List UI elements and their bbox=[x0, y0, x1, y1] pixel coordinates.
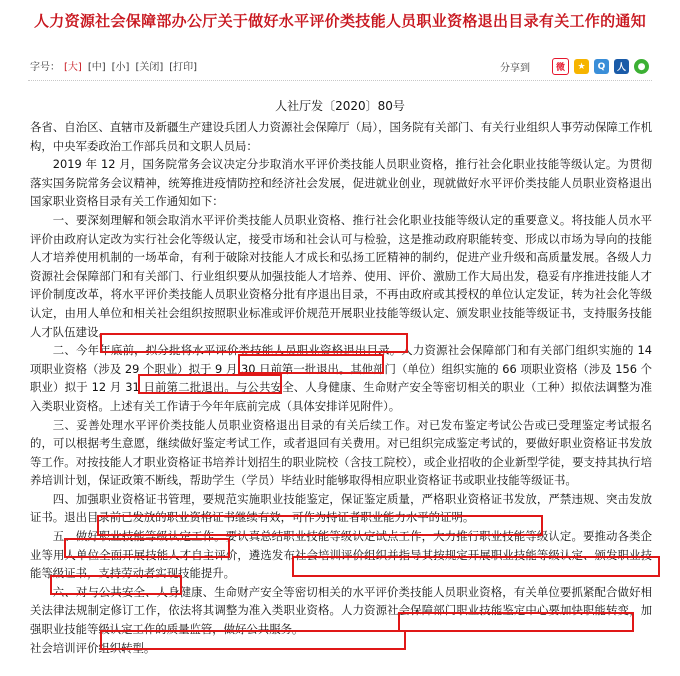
page-title: 人力资源社会保障部办公厅关于做好水平评价类技能人员职业资格退出目录有关工作的通知 bbox=[33, 12, 646, 30]
section-5-paragraph: 五、做好职业技能等级认定工作。要认真总结职业技能等级认定试点工作，大力推行职业技能等级认定。要推动各类企业等用人单位全面开展技能人才自主评价，遴选发布社会培训评价组织并指导其按规定开展职业技能等级认定、颁发职业技能等级证书，支持劳动者实现技能提升。 bbox=[30, 529, 652, 581]
divider bbox=[28, 80, 652, 81]
close-link[interactable]: [关闭] bbox=[135, 62, 164, 73]
intro-paragraph: 2019 年 12 月，国务院常务会议决定分步取消水平评价类技能人员职业资格，推行社会化职业技能等级认定。为贯彻落实国务院常务会议精神，统筹推进疫情防控和经济社会发展，促进就业创业，现就做好水平评价类技能人员职业资格退出国家职业资格目录有关工作通知如下： bbox=[30, 157, 652, 209]
document-number: 人社厅发〔2020〕80号 bbox=[275, 99, 405, 113]
section-6-paragraph: 六、对与公共安全、人身健康、生命财产安全等密切相关的水平评价类技能人员职业资格，有关单位要抓紧配合做好相关法律法规制定修订工作，依法将其调整为准入类职业资格。人力资源社会保障部门职业技能鉴定中心要加快职能转变，加强职业技能等级认定工作的质量监管，做好公共服务。 bbox=[30, 584, 652, 637]
section-3-paragraph: 三、妥善处理水平评价类技能人员职业资格退出目录的有关后续工作。对已发布鉴定考试公告或已受理鉴定考试报名的，可以根据考生意愿，继续做好鉴定考试工作，或者退回有关费用。对已组织完成鉴定考试的，要做好职业资格证书发放等工作。对按技能人才职业资格证书培养计划招生的职业院校（含技工院校），或企业招收的企业新型学徒，要支持其执行培养培训计划，保证政策不断线，帮助学生（学员）毕结业时能够取得相应职业资格证书或职业技能等级证书。 bbox=[30, 417, 652, 488]
weibo-icon[interactable]: 微 bbox=[552, 58, 569, 75]
section-2-paragraph: 二、今年年底前，拟分批将水平评价类技能人员职业资格退出目录。人力资源社会保障部门和有关部门组织实施的 14 项职业资格（涉及 29 个职业）拟于 9 月 30 日前第一批退出。其他部门（单位）组织实施的 66 项职业资格（涉及 156 个职业）拟于 12 月 31 日前第二批退出。与公共安全、人身健康、生命财产安全等密切相关的职业（工种）拟依法调整为准入类职业资格。上述有关工作请于今年年底前完成（具体安排详见附件）。 bbox=[30, 343, 652, 413]
share-label: 分享到 bbox=[500, 63, 530, 74]
wechat-icon[interactable]: ● bbox=[634, 59, 649, 74]
font-size-toolbar bbox=[30, 58, 203, 73]
section-4-paragraph: 四、加强职业资格证书管理，要规范实施职业技能鉴定，保证鉴定质量，严格职业资格证书发放，严禁违规、突击发放证书。退出目录前已发放的职业资格证书继续有效，可作为持证者职业能力水平的证明。 bbox=[30, 491, 652, 525]
section-1-paragraph: 一、要深刻理解和领会取消水平评价类技能人员职业资格、推行社会化职业技能等级认定的重要意义。将技能人员水平评价由政府认定改为实行社会化等级认定，接受市场和社会认可与检验，这是推动政府职能转变、形成以市场为导向的技能人才培养使用机制的一场革命，有利于破除对技能人才成长和弘扬工匠精神的制约，促进产业升级和高质量发展。各级人力资源社会保障部门和有关部门、行业组织要从加强技能人才培养、使用、评价、激励工作大局出发，稳妥有序推进技能人才评价制度改革，将水平评价类技能人员职业资格分批有序退出目录，不再由政府或其授权的单位认定发证，转为社会化等级认定，由用人单位和相关社会组织按照职业标准或评价规范开展职业技能等级认定、颁发职业技能等级证书，支持服务技能人才队伍建设。 bbox=[30, 212, 652, 339]
share-bar bbox=[500, 58, 654, 75]
font-large-link[interactable]: [大] bbox=[64, 62, 82, 73]
qzone-icon[interactable]: Q bbox=[594, 59, 609, 74]
font-small-link[interactable]: [小] bbox=[111, 62, 130, 73]
renren-icon[interactable]: 人 bbox=[614, 59, 629, 74]
notice-body bbox=[30, 118, 652, 657]
star-icon[interactable]: ★ bbox=[574, 59, 589, 74]
print-link[interactable]: [打印] bbox=[169, 62, 198, 73]
trailing-line: 社会培训评价组织转型。 bbox=[30, 640, 156, 655]
font-size-label: 字号： bbox=[30, 62, 60, 73]
font-medium-link[interactable]: [中] bbox=[87, 62, 106, 73]
addressee-paragraph: 各省、自治区、直辖市及新疆生产建设兵团人力资源社会保障厅（局），国务院有关部门、有关行业组织人事劳动保障工作机构，中央军委政治工作部兵员和文职人员局： bbox=[30, 120, 652, 153]
